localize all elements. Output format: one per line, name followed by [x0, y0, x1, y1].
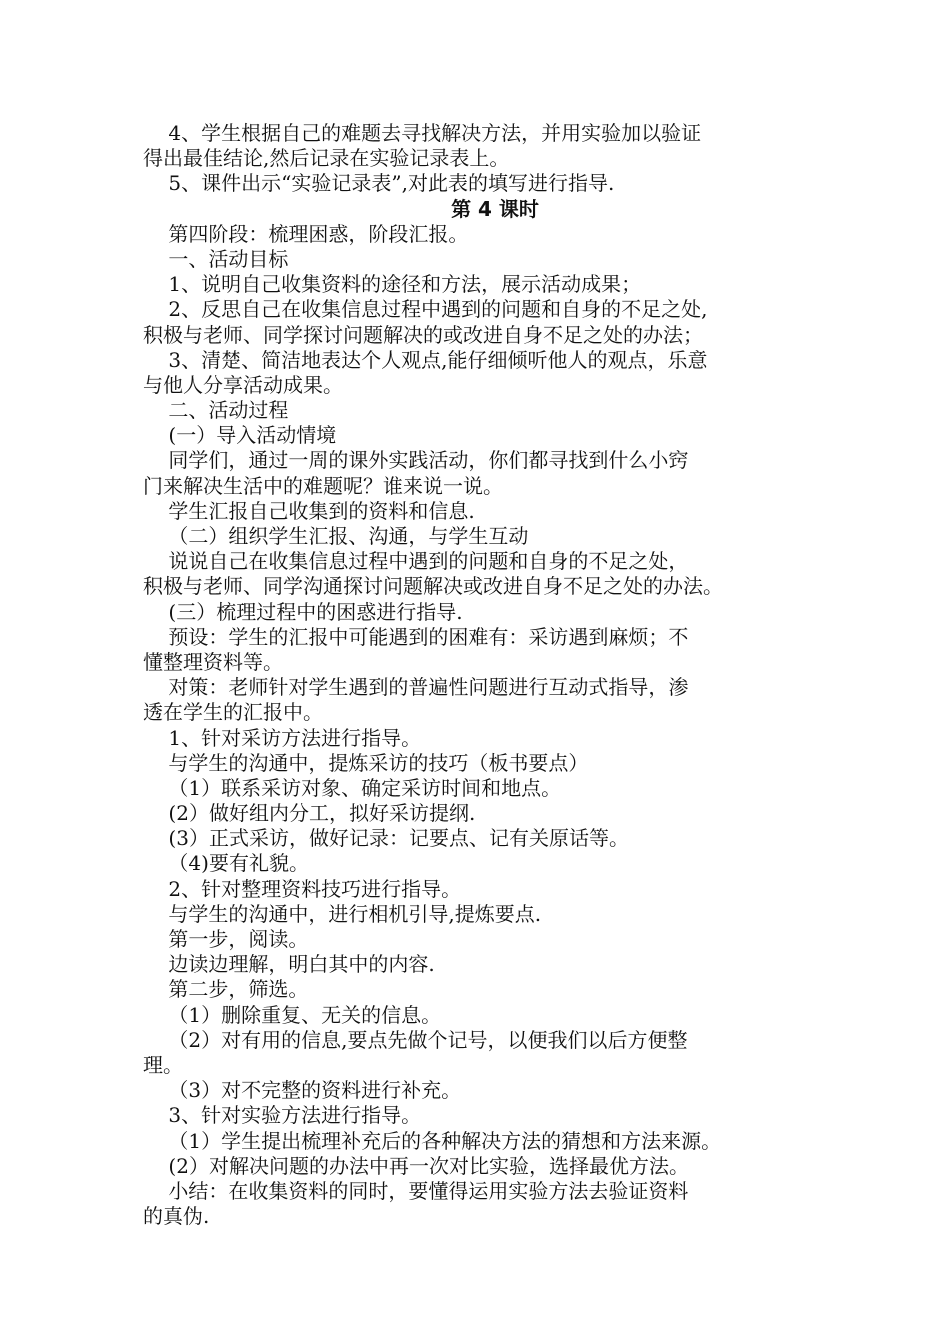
- text-line: （1）联系采访对象、确定采访时间和地点。: [143, 775, 562, 800]
- text-line: 学生汇报自己收集到的资料和信息.: [143, 498, 475, 523]
- text-line: 第二步，筛选。: [143, 977, 309, 1002]
- text-line: (三）梳理过程中的困惑进行指导.: [143, 599, 463, 624]
- text-line: 二、活动过程: [143, 398, 289, 423]
- text-line: 说说自己在收集信息过程中遇到的问题和自身的不足之处，: [143, 549, 689, 574]
- text-line: (一）导入活动情境: [143, 423, 337, 448]
- text-line: 对策：老师针对学生遇到的普遍性问题进行互动式指导，渗: [143, 675, 689, 700]
- text-line: 得出最佳结论,然后记录在实验记录表上。: [143, 146, 510, 171]
- text-line: 同学们，通过一周的课外实践活动，你们都寻找到什么小窍: [143, 448, 689, 473]
- text-line: （1）学生提出梳理补充后的各种解决方法的猜想和方法来源。: [143, 1128, 722, 1153]
- text-line: 积极与老师、同学探讨问题解决的或改进自身不足之处的办法；: [143, 322, 703, 347]
- text-line: 4、学生根据自己的难题去寻找解决方法，并用实验加以验证: [143, 121, 702, 145]
- text-line: 2、针对整理资料技巧进行指导。: [143, 876, 462, 901]
- document-body: [143, 121, 823, 1229]
- text-line: (2）对解决问题的办法中再一次对比实验，选择最优方法。: [143, 1153, 689, 1178]
- text-line: 2、反思自己在收集信息过程中遇到的问题和自身的不足之处,: [143, 297, 708, 322]
- text-line: 3、针对实验方法进行指导。: [143, 1103, 422, 1128]
- text-line: (3）正式采访，做好记录：记要点、记有关原话等。: [143, 826, 629, 851]
- text-line: 透在学生的汇报中。: [143, 700, 323, 725]
- text-line: （4)要有礼貌。: [143, 851, 309, 876]
- text-line: 第一步，阅读。: [143, 927, 309, 951]
- text-line: 小结：在收集资料的同时，要懂得运用实验方法去验证资料: [143, 1178, 689, 1203]
- text-line: 理。: [143, 1052, 183, 1077]
- text-line: 与学生的沟通中，提炼采访的技巧（板书要点）: [143, 750, 589, 775]
- text-line: （二）组织学生汇报、沟通，与学生互动: [143, 524, 529, 548]
- text-line: 的真伪.: [143, 1204, 210, 1229]
- text-line: （1）删除重复、无关的信息。: [143, 1002, 442, 1027]
- text-line: 一、活动目标: [143, 246, 289, 271]
- text-line: 积极与老师、同学沟通探讨问题解决或改进自身不足之处的办法。: [143, 574, 723, 599]
- text-line: 1、说明自己收集资料的途径和方法，展示活动成果；: [143, 272, 642, 297]
- text-line: （3）对不完整的资料进行补充。: [143, 1078, 462, 1103]
- lesson-title: 第 4 课时: [451, 196, 539, 221]
- text-line: 1、针对采访方法进行指导。: [143, 725, 422, 750]
- text-line: 第四阶段：梳理困惑，阶段汇报。: [143, 221, 469, 246]
- text-line: （2）对有用的信息,要点先做个记号，以便我们以后方便整: [143, 1027, 688, 1052]
- text-line: 与他人分享活动成果。: [143, 372, 343, 397]
- text-line: 边读边理解，明白其中的内容.: [143, 952, 435, 977]
- text-line: 预设：学生的汇报中可能遇到的困难有：采访遇到麻烦；不: [143, 624, 689, 649]
- text-line: 门来解决生活中的难题呢？谁来说一说。: [143, 473, 503, 498]
- text-line: 与学生的沟通中，进行相机引导,提炼要点.: [143, 901, 542, 926]
- text-line: 5、课件出示“实验记录表”,对此表的填写进行指导.: [143, 171, 615, 196]
- text-line: 懂整理资料等。: [143, 649, 283, 674]
- text-line: 3、清楚、简洁地表达个人观点,能仔细倾听他人的观点，乐意: [143, 347, 708, 372]
- text-line: (2）做好组内分工，拟好采访提纲.: [143, 801, 476, 826]
